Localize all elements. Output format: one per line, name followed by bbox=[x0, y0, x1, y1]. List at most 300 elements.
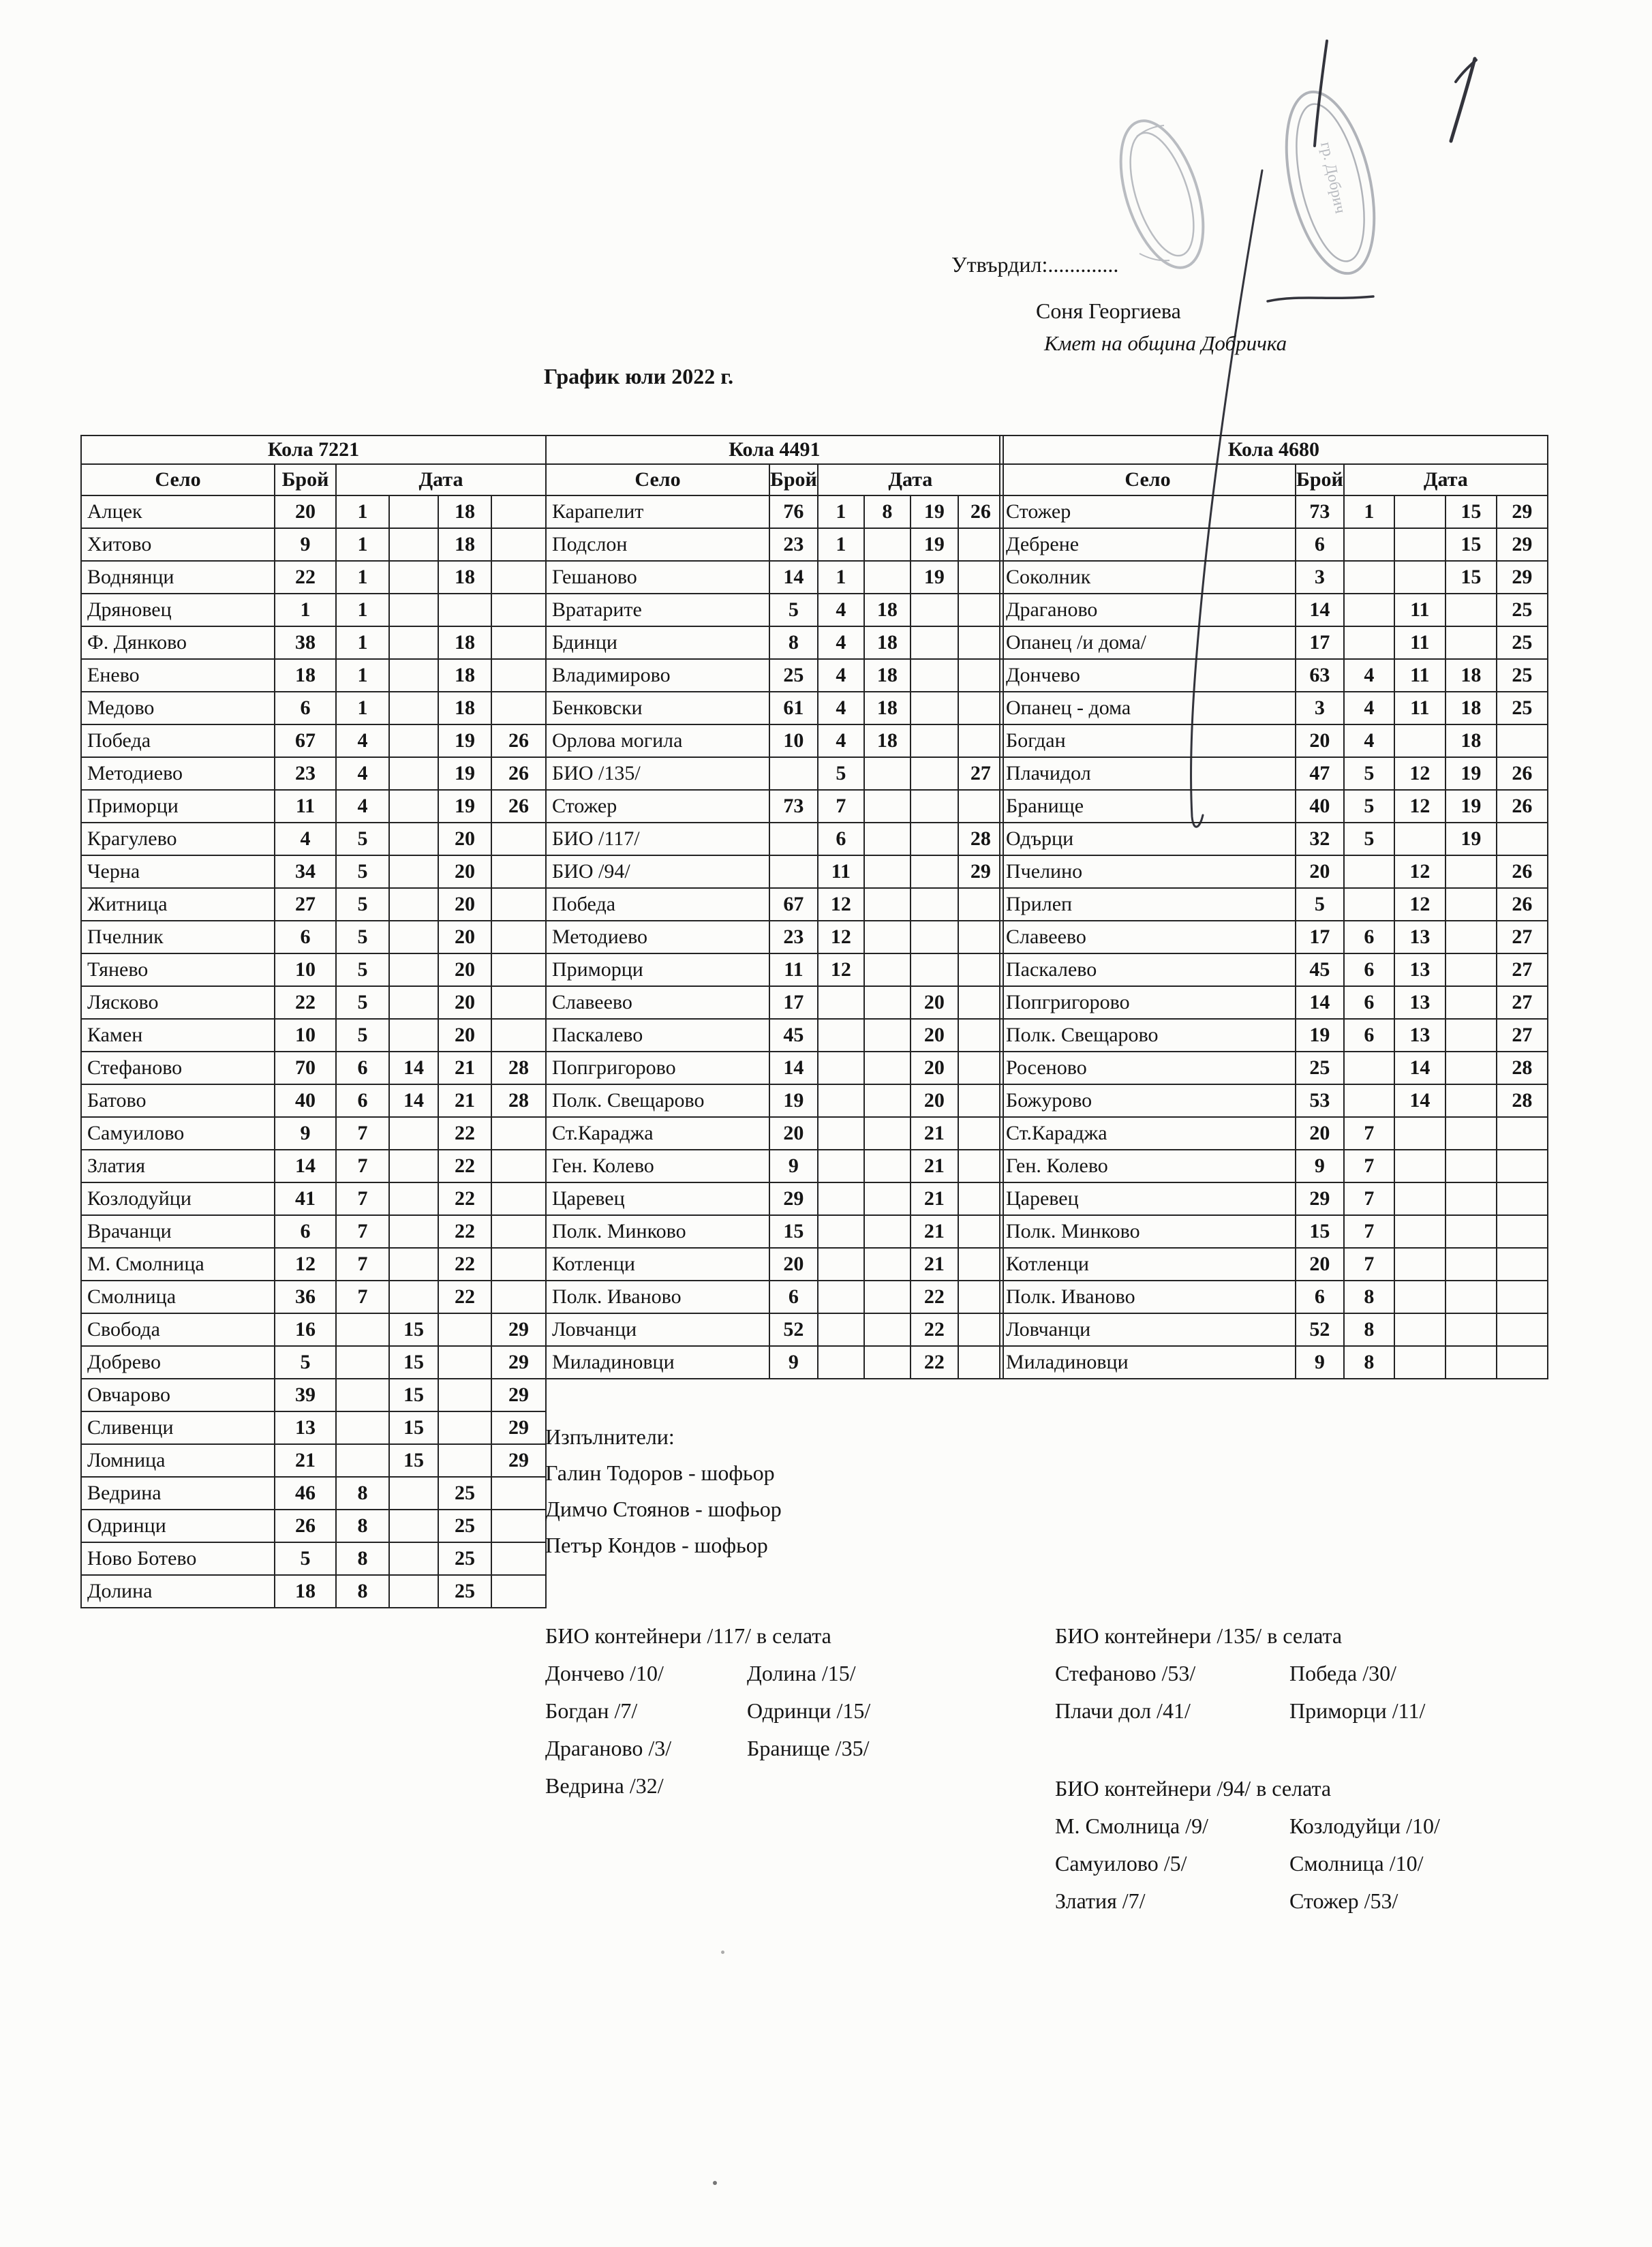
table-row bbox=[1000, 594, 1548, 626]
count-cell: 10 bbox=[769, 724, 818, 757]
date-cell: 18 bbox=[1446, 724, 1497, 757]
date-cell: 21 bbox=[911, 1150, 958, 1182]
date-cell bbox=[1497, 1346, 1548, 1379]
date-cell: 12 bbox=[1394, 790, 1446, 823]
table-row bbox=[1000, 1150, 1548, 1182]
table-row bbox=[81, 561, 546, 594]
date-cell bbox=[389, 1248, 438, 1281]
date-cell: 20 bbox=[911, 986, 958, 1019]
scan-artifact-dot bbox=[713, 2181, 717, 2185]
date-cell: 26 bbox=[1497, 757, 1548, 790]
date-cell bbox=[438, 1313, 491, 1346]
date-cell bbox=[491, 1510, 546, 1542]
date-cell bbox=[818, 1084, 864, 1117]
village-cell: Приморци bbox=[546, 953, 769, 986]
date-cell: 18 bbox=[438, 692, 491, 724]
date-cell: 5 bbox=[1344, 757, 1394, 790]
date-cell: 1 bbox=[336, 626, 389, 659]
date-cell bbox=[438, 1379, 491, 1411]
table-row bbox=[546, 921, 1003, 953]
count-cell: 47 bbox=[1296, 757, 1344, 790]
count-cell: 14 bbox=[1296, 594, 1344, 626]
date-cell: 27 bbox=[958, 757, 1003, 790]
table-row bbox=[81, 1313, 546, 1346]
date-cell bbox=[911, 692, 958, 724]
schedule-table bbox=[999, 435, 1548, 1379]
date-cell bbox=[389, 757, 438, 790]
table-row bbox=[1000, 1052, 1548, 1084]
table-row bbox=[546, 724, 1003, 757]
village-cell: Подслон bbox=[546, 528, 769, 561]
date-cell bbox=[336, 1444, 389, 1477]
village-cell: Орлова могила bbox=[546, 724, 769, 757]
village-cell: Божурово bbox=[1000, 1084, 1296, 1117]
date-cell: 21 bbox=[911, 1117, 958, 1150]
count-cell: 52 bbox=[1296, 1313, 1344, 1346]
count-cell: 67 bbox=[275, 724, 336, 757]
village-cell: Славеево bbox=[1000, 921, 1296, 953]
count-cell: 39 bbox=[275, 1379, 336, 1411]
date-cell bbox=[1497, 1313, 1548, 1346]
date-cell: 1 bbox=[336, 561, 389, 594]
date-cell bbox=[1497, 1182, 1548, 1215]
schedule-table-kola-4491 bbox=[545, 435, 1004, 1379]
date-cell bbox=[958, 528, 1003, 561]
date-cell bbox=[389, 594, 438, 626]
count-cell: 6 bbox=[275, 692, 336, 724]
village-cell: М. Смолница bbox=[81, 1248, 275, 1281]
count-cell: 73 bbox=[1296, 495, 1344, 528]
village-cell: БИО /135/ bbox=[546, 757, 769, 790]
table-row bbox=[1000, 1019, 1548, 1052]
date-cell: 27 bbox=[1497, 921, 1548, 953]
village-cell: Камен bbox=[81, 1019, 275, 1052]
table-row bbox=[546, 1150, 1003, 1182]
date-cell bbox=[491, 1019, 546, 1052]
date-cell: 15 bbox=[389, 1346, 438, 1379]
date-cell: 20 bbox=[438, 953, 491, 986]
count-cell: 40 bbox=[1296, 790, 1344, 823]
date-cell bbox=[1446, 921, 1497, 953]
village-cell: Полк. Свещарово bbox=[1000, 1019, 1296, 1052]
count-cell: 9 bbox=[769, 1346, 818, 1379]
village-cell: Воднянци bbox=[81, 561, 275, 594]
date-cell: 15 bbox=[389, 1411, 438, 1444]
village-cell: Царевец bbox=[1000, 1182, 1296, 1215]
table-row bbox=[546, 1346, 1003, 1379]
village-cell: Гешаново bbox=[546, 561, 769, 594]
table-row bbox=[546, 888, 1003, 921]
date-cell: 22 bbox=[911, 1313, 958, 1346]
date-cell bbox=[1446, 1346, 1497, 1379]
bio-item: М. Смолница /9/ bbox=[1055, 1814, 1208, 1838]
table-row bbox=[81, 1444, 546, 1477]
count-cell: 20 bbox=[769, 1248, 818, 1281]
header-date: Дата bbox=[1344, 464, 1548, 495]
date-cell: 18 bbox=[864, 692, 911, 724]
count-cell: 8 bbox=[769, 626, 818, 659]
count-cell: 3 bbox=[1296, 561, 1344, 594]
village-cell: Врачанци bbox=[81, 1215, 275, 1248]
date-cell: 18 bbox=[1446, 659, 1497, 692]
date-cell bbox=[1344, 626, 1394, 659]
date-cell: 8 bbox=[336, 1542, 389, 1575]
date-cell bbox=[389, 1281, 438, 1313]
date-cell: 27 bbox=[1497, 986, 1548, 1019]
date-cell: 5 bbox=[336, 986, 389, 1019]
date-cell: 15 bbox=[389, 1313, 438, 1346]
date-cell bbox=[389, 626, 438, 659]
date-cell bbox=[1446, 888, 1497, 921]
count-cell: 46 bbox=[275, 1477, 336, 1510]
village-cell: Полк. Иваново bbox=[546, 1281, 769, 1313]
date-cell bbox=[491, 1215, 546, 1248]
count-cell: 23 bbox=[275, 757, 336, 790]
count-cell: 25 bbox=[1296, 1052, 1344, 1084]
date-cell bbox=[958, 986, 1003, 1019]
date-cell bbox=[389, 888, 438, 921]
date-cell bbox=[1394, 1182, 1446, 1215]
date-cell: 18 bbox=[438, 626, 491, 659]
date-cell: 12 bbox=[818, 921, 864, 953]
date-cell: 22 bbox=[438, 1281, 491, 1313]
village-cell: Стожер bbox=[546, 790, 769, 823]
table-row bbox=[81, 1248, 546, 1281]
count-cell: 3 bbox=[1296, 692, 1344, 724]
date-cell bbox=[491, 986, 546, 1019]
date-cell bbox=[818, 986, 864, 1019]
table-row bbox=[546, 495, 1003, 528]
table-row bbox=[546, 855, 1003, 888]
table-row bbox=[81, 1379, 546, 1411]
table-row bbox=[1000, 1248, 1548, 1281]
bio-section-135 bbox=[1055, 1622, 1491, 1724]
village-cell: Прилеп bbox=[1000, 888, 1296, 921]
village-cell: Овчарово bbox=[81, 1379, 275, 1411]
date-cell: 7 bbox=[818, 790, 864, 823]
date-cell bbox=[389, 659, 438, 692]
village-cell: Драганово bbox=[1000, 594, 1296, 626]
date-cell: 20 bbox=[911, 1052, 958, 1084]
date-cell bbox=[389, 986, 438, 1019]
bio-row bbox=[1055, 1812, 1491, 1839]
date-cell: 12 bbox=[818, 953, 864, 986]
table-row bbox=[81, 1150, 546, 1182]
date-cell bbox=[864, 1019, 911, 1052]
date-cell: 15 bbox=[1446, 528, 1497, 561]
date-cell: 19 bbox=[1446, 823, 1497, 855]
date-cell bbox=[1394, 1281, 1446, 1313]
date-cell: 6 bbox=[1344, 953, 1394, 986]
date-cell bbox=[491, 1248, 546, 1281]
date-cell: 22 bbox=[438, 1150, 491, 1182]
schedule-table bbox=[80, 435, 547, 1608]
date-cell: 26 bbox=[1497, 888, 1548, 921]
date-cell bbox=[389, 855, 438, 888]
date-cell: 7 bbox=[1344, 1248, 1394, 1281]
date-cell bbox=[958, 1150, 1003, 1182]
count-cell: 32 bbox=[1296, 823, 1344, 855]
count-cell: 9 bbox=[275, 1117, 336, 1150]
page-title: График юли 2022 г. bbox=[544, 364, 734, 388]
date-cell bbox=[911, 790, 958, 823]
village-cell: Паскалево bbox=[546, 1019, 769, 1052]
table-row bbox=[1000, 790, 1548, 823]
date-cell: 28 bbox=[1497, 1052, 1548, 1084]
table-row bbox=[546, 823, 1003, 855]
date-cell bbox=[1394, 724, 1446, 757]
table-row bbox=[81, 1346, 546, 1379]
date-cell: 8 bbox=[336, 1575, 389, 1608]
date-cell: 6 bbox=[1344, 921, 1394, 953]
date-cell: 25 bbox=[1497, 594, 1548, 626]
village-cell: Черна bbox=[81, 855, 275, 888]
table-row bbox=[81, 659, 546, 692]
bio-item: Богдан /7/ bbox=[545, 1698, 638, 1723]
date-cell bbox=[438, 1444, 491, 1477]
date-cell: 20 bbox=[911, 1019, 958, 1052]
table-row bbox=[1000, 561, 1548, 594]
date-cell: 15 bbox=[389, 1379, 438, 1411]
date-cell bbox=[864, 757, 911, 790]
date-cell bbox=[958, 1215, 1003, 1248]
count-cell: 29 bbox=[769, 1182, 818, 1215]
bio-item: Бранище /35/ bbox=[747, 1736, 870, 1760]
date-cell bbox=[1394, 1248, 1446, 1281]
date-cell bbox=[491, 1542, 546, 1575]
date-cell: 18 bbox=[438, 495, 491, 528]
date-cell: 13 bbox=[1394, 1019, 1446, 1052]
date-cell: 27 bbox=[1497, 953, 1548, 986]
date-cell bbox=[1446, 986, 1497, 1019]
date-cell: 12 bbox=[818, 888, 864, 921]
village-cell: Опанец - дома bbox=[1000, 692, 1296, 724]
date-cell: 12 bbox=[1394, 757, 1446, 790]
date-cell: 26 bbox=[491, 724, 546, 757]
count-cell: 52 bbox=[769, 1313, 818, 1346]
date-cell bbox=[1394, 1313, 1446, 1346]
count-cell: 10 bbox=[275, 1019, 336, 1052]
village-cell: Попгригорово bbox=[1000, 986, 1296, 1019]
executor-name: Петър Кондов - шофьор bbox=[545, 1533, 768, 1557]
stamp-text: гр. Добрич bbox=[1317, 140, 1349, 215]
date-cell bbox=[864, 823, 911, 855]
village-cell: Паскалево bbox=[1000, 953, 1296, 986]
date-cell bbox=[958, 1346, 1003, 1379]
count-cell: 73 bbox=[769, 790, 818, 823]
date-cell bbox=[491, 888, 546, 921]
table-row bbox=[81, 1052, 546, 1084]
date-cell bbox=[491, 594, 546, 626]
date-cell: 7 bbox=[336, 1117, 389, 1150]
village-cell: Дончево bbox=[1000, 659, 1296, 692]
count-cell: 53 bbox=[1296, 1084, 1344, 1117]
date-cell bbox=[336, 1411, 389, 1444]
count-cell: 6 bbox=[769, 1281, 818, 1313]
count-cell: 10 bbox=[275, 953, 336, 986]
date-cell: 6 bbox=[818, 823, 864, 855]
date-cell bbox=[911, 594, 958, 626]
date-cell: 8 bbox=[864, 495, 911, 528]
date-cell: 28 bbox=[491, 1052, 546, 1084]
date-cell: 15 bbox=[1446, 495, 1497, 528]
bio-section-117 bbox=[545, 1622, 968, 1799]
table-row bbox=[546, 528, 1003, 561]
date-cell bbox=[389, 1477, 438, 1510]
village-cell: Одринци bbox=[81, 1510, 275, 1542]
table-row bbox=[81, 1215, 546, 1248]
bio-row bbox=[1055, 1887, 1491, 1914]
date-cell: 4 bbox=[1344, 659, 1394, 692]
village-cell: Батово bbox=[81, 1084, 275, 1117]
village-cell: Долина bbox=[81, 1575, 275, 1608]
village-cell: Бранище bbox=[1000, 790, 1296, 823]
table-row bbox=[81, 594, 546, 626]
bio-section-title: БИО контейнери /94/ в селата bbox=[1055, 1776, 1332, 1801]
table-row bbox=[81, 1084, 546, 1117]
date-cell: 29 bbox=[491, 1444, 546, 1477]
date-cell: 19 bbox=[438, 724, 491, 757]
bio-section-title: БИО контейнери /135/ в селата bbox=[1055, 1623, 1343, 1648]
table-row bbox=[546, 692, 1003, 724]
date-cell: 6 bbox=[1344, 1019, 1394, 1052]
date-cell bbox=[491, 626, 546, 659]
date-cell bbox=[491, 561, 546, 594]
date-cell: 28 bbox=[491, 1084, 546, 1117]
date-cell bbox=[1344, 1052, 1394, 1084]
date-cell: 11 bbox=[1394, 692, 1446, 724]
count-cell: 40 bbox=[275, 1084, 336, 1117]
count-cell: 34 bbox=[275, 855, 336, 888]
date-cell: 29 bbox=[491, 1313, 546, 1346]
table-row bbox=[546, 1182, 1003, 1215]
date-cell: 7 bbox=[1344, 1150, 1394, 1182]
date-cell bbox=[864, 1313, 911, 1346]
executor-name: Димчо Стоянов - шофьор bbox=[545, 1497, 782, 1521]
count-cell: 23 bbox=[769, 528, 818, 561]
date-cell: 25 bbox=[1497, 692, 1548, 724]
date-cell: 5 bbox=[1344, 823, 1394, 855]
count-cell bbox=[769, 823, 818, 855]
date-cell: 14 bbox=[389, 1084, 438, 1117]
date-cell bbox=[958, 1313, 1003, 1346]
date-cell: 25 bbox=[438, 1477, 491, 1510]
village-cell: Попгригорово bbox=[546, 1052, 769, 1084]
date-cell bbox=[1497, 1117, 1548, 1150]
date-cell bbox=[1344, 855, 1394, 888]
date-cell bbox=[958, 692, 1003, 724]
date-cell bbox=[911, 888, 958, 921]
village-cell: Победа bbox=[546, 888, 769, 921]
date-cell: 22 bbox=[438, 1248, 491, 1281]
table-row bbox=[81, 1281, 546, 1313]
table-row bbox=[546, 953, 1003, 986]
date-cell: 19 bbox=[1446, 757, 1497, 790]
table-row bbox=[81, 855, 546, 888]
date-cell: 18 bbox=[864, 724, 911, 757]
bio-row bbox=[545, 1772, 968, 1799]
bio-item: Одринци /15/ bbox=[747, 1698, 871, 1723]
bio-item: Златия /7/ bbox=[1055, 1889, 1146, 1913]
table-row bbox=[81, 692, 546, 724]
table-row bbox=[1000, 823, 1548, 855]
village-cell: Крагулево bbox=[81, 823, 275, 855]
date-cell: 18 bbox=[438, 528, 491, 561]
table-row bbox=[546, 790, 1003, 823]
date-cell: 19 bbox=[911, 495, 958, 528]
date-cell bbox=[864, 528, 911, 561]
date-cell: 26 bbox=[958, 495, 1003, 528]
date-cell: 20 bbox=[438, 855, 491, 888]
count-cell: 14 bbox=[769, 561, 818, 594]
date-cell: 4 bbox=[818, 692, 864, 724]
bio-row bbox=[1055, 1660, 1491, 1687]
date-cell: 28 bbox=[1497, 1084, 1548, 1117]
date-cell bbox=[1394, 1215, 1446, 1248]
village-cell: Тянево bbox=[81, 953, 275, 986]
date-cell: 4 bbox=[336, 757, 389, 790]
count-cell: 5 bbox=[275, 1346, 336, 1379]
date-cell bbox=[1394, 1150, 1446, 1182]
date-cell bbox=[864, 953, 911, 986]
date-cell bbox=[389, 495, 438, 528]
date-cell bbox=[1446, 1248, 1497, 1281]
date-cell: 29 bbox=[491, 1411, 546, 1444]
date-cell: 4 bbox=[1344, 692, 1394, 724]
bio-item: Смолница /10/ bbox=[1289, 1851, 1424, 1876]
date-cell bbox=[958, 790, 1003, 823]
approved-label: Утвърдил:............. bbox=[951, 252, 1119, 277]
date-cell bbox=[1446, 1117, 1497, 1150]
count-cell: 29 bbox=[1296, 1182, 1344, 1215]
date-cell: 19 bbox=[1446, 790, 1497, 823]
date-cell: 1 bbox=[336, 692, 389, 724]
date-cell: 8 bbox=[1344, 1281, 1394, 1313]
date-cell: 25 bbox=[438, 1575, 491, 1608]
date-cell bbox=[958, 659, 1003, 692]
count-cell: 22 bbox=[275, 986, 336, 1019]
date-cell: 15 bbox=[1446, 561, 1497, 594]
count-cell: 61 bbox=[769, 692, 818, 724]
count-cell: 18 bbox=[275, 1575, 336, 1608]
count-cell: 20 bbox=[769, 1117, 818, 1150]
date-cell: 20 bbox=[438, 1019, 491, 1052]
header-count: Брой bbox=[769, 464, 818, 495]
date-cell bbox=[389, 1510, 438, 1542]
date-cell: 20 bbox=[438, 921, 491, 953]
date-cell bbox=[491, 1150, 546, 1182]
table-row bbox=[546, 1117, 1003, 1150]
date-cell: 18 bbox=[864, 626, 911, 659]
bio-row bbox=[545, 1660, 968, 1687]
date-cell: 25 bbox=[438, 1542, 491, 1575]
table-row bbox=[1000, 692, 1548, 724]
date-cell bbox=[818, 1281, 864, 1313]
table-row bbox=[81, 1510, 546, 1542]
executors-title: Изпълнители: bbox=[545, 1424, 675, 1449]
date-cell bbox=[1446, 1215, 1497, 1248]
header-village: Село bbox=[546, 464, 769, 495]
scan-artifact-dot bbox=[721, 1951, 724, 1954]
table-row bbox=[1000, 626, 1548, 659]
count-cell: 16 bbox=[275, 1313, 336, 1346]
date-cell bbox=[1446, 1182, 1497, 1215]
count-cell: 9 bbox=[275, 528, 336, 561]
village-cell: Смолница bbox=[81, 1281, 275, 1313]
table-row bbox=[1000, 1346, 1548, 1379]
date-cell bbox=[818, 1052, 864, 1084]
date-cell: 5 bbox=[1344, 790, 1394, 823]
